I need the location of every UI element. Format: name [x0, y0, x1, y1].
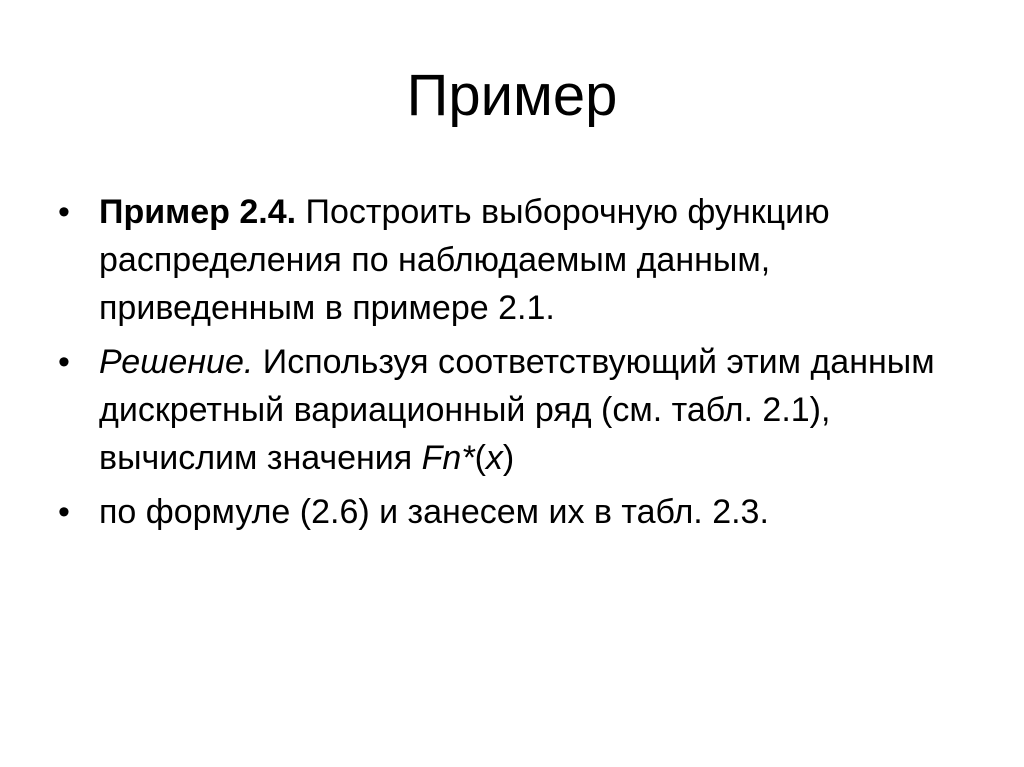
formula-text: по формуле (2.6) и занесем их в табл. 2.3. — [99, 493, 769, 531]
bullet-item-example — [52, 188, 972, 332]
formula-close-paren: ) — [502, 439, 515, 477]
bullet-marker: • — [58, 193, 70, 231]
slide-title: Пример — [406, 63, 618, 128]
formula-open-paren: ( — [474, 439, 486, 477]
bullet-item-formula — [52, 488, 972, 536]
formula-fn: Fn* — [421, 439, 475, 477]
bullet-marker: • — [58, 493, 70, 531]
example-text: Построить выборочную функцию распределения по наблюдаемым данным, приведенным в примере 2.1. — [99, 193, 830, 327]
bullet-marker: • — [58, 343, 70, 381]
solution-text: Используя соответствующий этим данным дискретный вариационный ряд (см. табл. 2.1), вычислим значения — [99, 343, 935, 477]
bullet-item-solution — [52, 338, 972, 482]
bullet-list — [52, 188, 972, 542]
formula-x: x — [485, 439, 503, 477]
example-label: Пример 2.4. — [99, 193, 297, 231]
solution-label: Решение. — [99, 343, 254, 381]
